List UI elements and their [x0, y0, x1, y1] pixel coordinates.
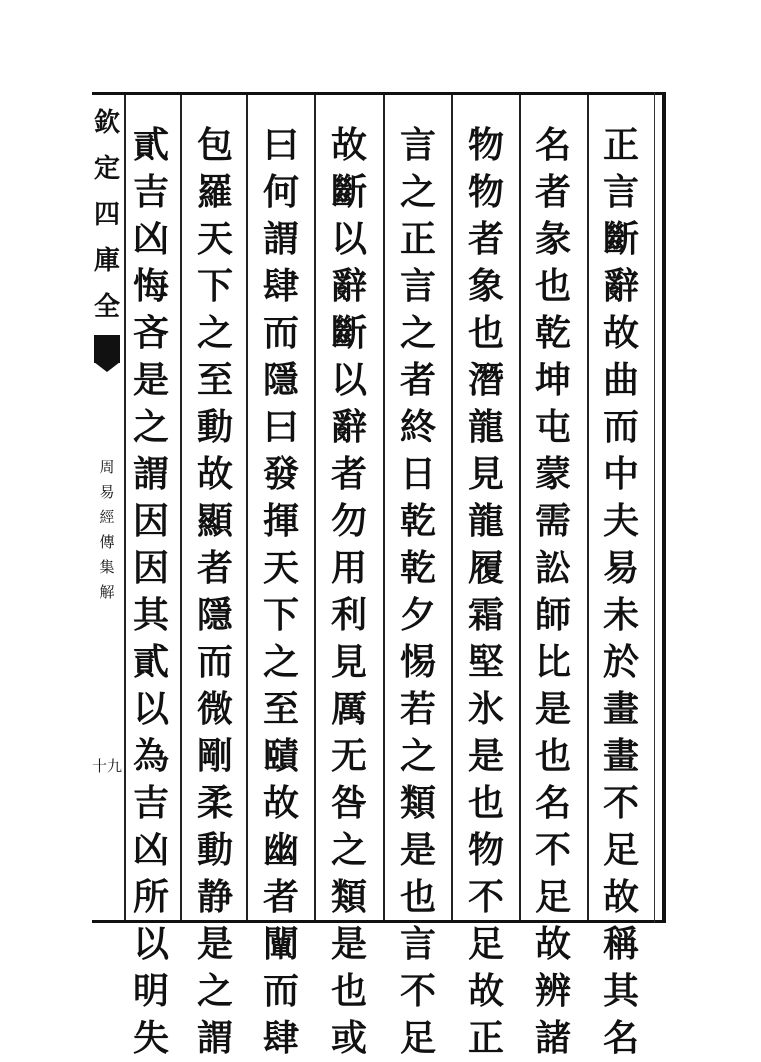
- character: 微: [196, 688, 233, 730]
- character: 是: [399, 829, 436, 871]
- character: 下: [262, 594, 299, 636]
- character: 无: [330, 735, 367, 777]
- character: 是: [330, 923, 367, 965]
- character: 定: [93, 154, 120, 184]
- character: 賾: [262, 735, 299, 777]
- character: 周: [99, 458, 115, 476]
- text-column-5: [318, 122, 380, 1059]
- character: 斷: [602, 218, 639, 260]
- text-column-6: [250, 122, 312, 1059]
- character: 揮: [262, 500, 299, 542]
- character: 言: [399, 265, 436, 307]
- character: 經: [99, 508, 115, 526]
- fish-tail-notch: [94, 362, 120, 372]
- character: 故: [262, 782, 299, 824]
- character: 貳: [132, 641, 169, 683]
- character: 斷: [330, 171, 367, 213]
- character: 言: [399, 923, 436, 965]
- character: 足: [467, 923, 504, 965]
- character: 日: [399, 453, 436, 495]
- text-column-2: [522, 122, 584, 1059]
- character: 言: [399, 124, 436, 166]
- character: 象: [467, 265, 504, 307]
- character: 之: [196, 970, 233, 1012]
- column-rule: [383, 95, 385, 920]
- character: 物: [467, 829, 504, 871]
- character: 庫: [93, 246, 120, 276]
- character: 名: [534, 782, 571, 824]
- character: 其: [132, 594, 169, 636]
- character: 稱: [602, 923, 639, 965]
- character: 肆: [262, 265, 299, 307]
- character: 龍: [467, 500, 504, 542]
- character: 物: [467, 171, 504, 213]
- character: 幽: [262, 829, 299, 871]
- character: 也: [534, 735, 571, 777]
- text-column-8: [120, 122, 182, 1059]
- character: 辭: [602, 265, 639, 307]
- text-column-4: [387, 122, 449, 1059]
- character: 勿: [330, 500, 367, 542]
- character: 畫: [602, 688, 639, 730]
- character: 不: [602, 782, 639, 824]
- character: 包: [196, 124, 233, 166]
- character: 比: [534, 641, 571, 683]
- character: 貳: [132, 124, 169, 166]
- character: 是: [196, 923, 233, 965]
- character: 不: [467, 876, 504, 918]
- character: 厲: [330, 688, 367, 730]
- character: 正: [399, 218, 436, 260]
- text-column-3: [455, 122, 517, 1059]
- character: 也: [467, 782, 504, 824]
- character: 諸: [534, 1017, 571, 1059]
- character: 因: [132, 547, 169, 589]
- character: 以: [132, 688, 169, 730]
- character: 柔: [196, 782, 233, 824]
- character: 言: [602, 171, 639, 213]
- character: 故: [602, 312, 639, 354]
- character: 欽: [93, 108, 120, 138]
- character: 類: [330, 876, 367, 918]
- character: 全: [93, 292, 120, 322]
- character: 而: [196, 641, 233, 683]
- character: 需: [534, 500, 571, 542]
- character: 也: [330, 970, 367, 1012]
- character: 名: [602, 1017, 639, 1059]
- character: 彖: [534, 218, 571, 260]
- text-column-1: [590, 122, 652, 1059]
- character: 正: [602, 124, 639, 166]
- frame-right-border: [662, 92, 666, 923]
- character: 辨: [534, 970, 571, 1012]
- character: 之: [330, 829, 367, 871]
- character: 辭: [330, 265, 367, 307]
- character: 吝: [132, 312, 169, 354]
- character: 静: [196, 876, 233, 918]
- character: 以: [330, 359, 367, 401]
- character: 屯: [534, 406, 571, 448]
- character: 吉: [132, 782, 169, 824]
- character: 隱: [262, 359, 299, 401]
- margin-book-title: [92, 455, 122, 605]
- character: 足: [399, 1017, 436, 1059]
- character: 霜: [467, 594, 504, 636]
- character: 乾: [534, 312, 571, 354]
- character: 故: [534, 923, 571, 965]
- column-rule: [246, 95, 248, 920]
- character: 類: [399, 782, 436, 824]
- character: 於: [602, 641, 639, 683]
- character: 集: [99, 558, 115, 576]
- character: 咎: [330, 782, 367, 824]
- character: 用: [330, 547, 367, 589]
- character: 坤: [534, 359, 571, 401]
- character: 未: [602, 594, 639, 636]
- character: 夫: [602, 500, 639, 542]
- margin-page-number: 十九: [92, 757, 123, 775]
- character: 者: [467, 218, 504, 260]
- character: 蒙: [534, 453, 571, 495]
- character: 乾: [399, 547, 436, 589]
- character: 是: [534, 688, 571, 730]
- character: 謂: [132, 453, 169, 495]
- character: 堅: [467, 641, 504, 683]
- character: 正: [467, 1017, 504, 1059]
- character: 謂: [196, 1017, 233, 1059]
- character: 名: [534, 124, 571, 166]
- column-rule: [314, 95, 316, 920]
- character: 中: [602, 453, 639, 495]
- character: 也: [467, 312, 504, 354]
- character: 至: [196, 359, 233, 401]
- character: 曰: [262, 124, 299, 166]
- character: 闡: [262, 923, 299, 965]
- character: 悔: [132, 265, 169, 307]
- character: 以: [132, 923, 169, 965]
- column-rule: [587, 95, 589, 920]
- character: 之: [399, 735, 436, 777]
- character: 物: [467, 124, 504, 166]
- character: 解: [99, 583, 115, 601]
- character: 是: [132, 359, 169, 401]
- character: 或: [330, 1017, 367, 1059]
- character: 四: [93, 200, 120, 230]
- character: 利: [330, 594, 367, 636]
- character: 明: [132, 970, 169, 1012]
- character: 乾: [399, 500, 436, 542]
- frame-bottom-border: [92, 920, 666, 923]
- character: 下: [196, 265, 233, 307]
- character: 易: [602, 547, 639, 589]
- character: 故: [196, 453, 233, 495]
- character: 故: [467, 970, 504, 1012]
- character: 是: [467, 735, 504, 777]
- character: 為: [132, 735, 169, 777]
- character: 曲: [602, 359, 639, 401]
- character: 者: [262, 876, 299, 918]
- character: 師: [534, 594, 571, 636]
- character: 也: [399, 876, 436, 918]
- column-rule: [519, 95, 521, 920]
- character: 傳: [99, 533, 115, 551]
- character: 氷: [467, 688, 504, 730]
- character: 見: [330, 641, 367, 683]
- character: 顯: [196, 500, 233, 542]
- fish-tail-mark: [94, 335, 120, 363]
- character: 之: [262, 641, 299, 683]
- character: 足: [602, 829, 639, 871]
- character: 也: [534, 265, 571, 307]
- character: 不: [399, 970, 436, 1012]
- character: 見: [467, 453, 504, 495]
- character: 而: [262, 970, 299, 1012]
- character: 發: [262, 453, 299, 495]
- character: 至: [262, 688, 299, 730]
- character: 畫: [602, 735, 639, 777]
- character: 終: [399, 406, 436, 448]
- character: 龍: [467, 406, 504, 448]
- character: 訟: [534, 547, 571, 589]
- character: 之: [399, 312, 436, 354]
- character: 謂: [262, 218, 299, 260]
- character: 肆: [262, 1017, 299, 1059]
- character: 羅: [196, 171, 233, 213]
- character: 易: [99, 483, 115, 501]
- character: 若: [399, 688, 436, 730]
- character: 者: [330, 453, 367, 495]
- character: 動: [196, 829, 233, 871]
- character: 失: [132, 1017, 169, 1059]
- character: 之: [399, 171, 436, 213]
- column-rule: [451, 95, 453, 920]
- frame-top-border: [92, 92, 666, 95]
- character: 惕: [399, 641, 436, 683]
- character: 其: [602, 970, 639, 1012]
- character: 辭: [330, 406, 367, 448]
- character: 而: [602, 406, 639, 448]
- character: 者: [534, 171, 571, 213]
- character: 以: [330, 218, 367, 260]
- character: 凶: [132, 218, 169, 260]
- text-column-7: [184, 122, 246, 1059]
- character: 不: [534, 829, 571, 871]
- character: 所: [132, 876, 169, 918]
- character: 凶: [132, 829, 169, 871]
- character: 因: [132, 500, 169, 542]
- character: 隱: [196, 594, 233, 636]
- character: 故: [330, 124, 367, 166]
- character: 吉: [132, 171, 169, 213]
- character: 斷: [330, 312, 367, 354]
- character: 故: [602, 876, 639, 918]
- character: 之: [196, 312, 233, 354]
- character: 剛: [196, 735, 233, 777]
- character: 者: [399, 359, 436, 401]
- character: 足: [534, 876, 571, 918]
- character: 動: [196, 406, 233, 448]
- character: 夕: [399, 594, 436, 636]
- character: 天: [262, 547, 299, 589]
- character: 履: [467, 547, 504, 589]
- frame-right-inner-border: [654, 92, 655, 923]
- character: 何: [262, 171, 299, 213]
- character: 而: [262, 312, 299, 354]
- character: 天: [196, 218, 233, 260]
- character: 曰: [262, 406, 299, 448]
- character: 潛: [467, 359, 504, 401]
- character: 者: [196, 547, 233, 589]
- character: 之: [132, 406, 169, 448]
